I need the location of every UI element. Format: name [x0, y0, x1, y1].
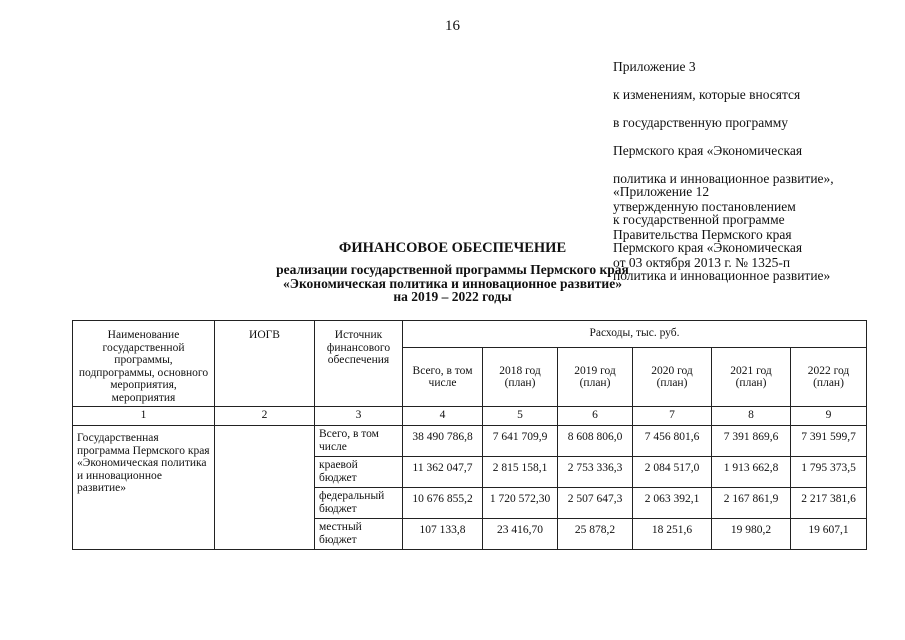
header-2020: 2020 год (план) — [633, 348, 712, 407]
appendix-line: политика и инновационное развитие» — [613, 268, 831, 283]
value-cell: 7 391 599,7 — [791, 426, 867, 457]
column-number: 3 — [315, 407, 403, 426]
value-cell: 2 167 861,9 — [712, 488, 791, 519]
header-row — [73, 321, 867, 348]
appendix-line: Пермского края «Экономическая — [613, 143, 803, 158]
column-number: 1 — [73, 407, 215, 426]
appendix-line: от 03 октября 2013 г. № 1325-п — [613, 255, 791, 270]
source-cell: краевой бюджет — [315, 457, 403, 488]
appendix-line: «Приложение 12 — [613, 184, 710, 199]
appendix-line: в государственную программу — [613, 115, 789, 130]
column-number: 5 — [483, 407, 558, 426]
source-cell: федеральный бюджет — [315, 488, 403, 519]
value-cell: 7 456 801,6 — [633, 426, 712, 457]
value-cell: 18 251,6 — [633, 519, 712, 550]
value-cell: 2 063 392,1 — [633, 488, 712, 519]
column-numbers-row — [73, 407, 867, 426]
appendix-line: к изменениям, которые вносятся — [613, 87, 801, 102]
header-2022: 2022 год (план) — [791, 348, 867, 407]
column-number: 2 — [215, 407, 315, 426]
header-iogv: ИОГВ — [215, 321, 315, 407]
header-total: Всего, в том числе — [403, 348, 483, 407]
source-cell: Всего, в том числе — [315, 426, 403, 457]
value-cell: 2 084 517,0 — [633, 457, 712, 488]
table-row — [73, 426, 867, 457]
value-cell: 7 641 709,9 — [483, 426, 558, 457]
value-cell: 8 608 806,0 — [558, 426, 633, 457]
header-expenses: Расходы, тыс. руб. — [403, 321, 867, 348]
program-name-cell: Государственная программа Пермского края «Экономическая политика и инновационное развитие» — [73, 426, 215, 550]
column-number: 6 — [558, 407, 633, 426]
header-2018: 2018 год (план) — [483, 348, 558, 407]
value-cell: 1 795 373,5 — [791, 457, 867, 488]
value-cell: 38 490 786,8 — [403, 426, 483, 457]
header-name: Наименование государственной программы, подпрограммы, основного мероприятия, мероприятия — [73, 321, 215, 407]
value-cell: 2 507 647,3 — [558, 488, 633, 519]
iogv-cell — [215, 426, 315, 550]
value-cell: 19 980,2 — [712, 519, 791, 550]
source-cell: местный бюджет — [315, 519, 403, 550]
header-2021: 2021 год (план) — [712, 348, 791, 407]
value-cell: 1 720 572,30 — [483, 488, 558, 519]
value-cell: 2 217 381,6 — [791, 488, 867, 519]
value-cell: 25 878,2 — [558, 519, 633, 550]
value-cell: 19 607,1 — [791, 519, 867, 550]
subtitle-line: на 2019 – 2022 годы — [393, 289, 512, 304]
subtitle-line: реализации государственной программы Пермского края — [276, 262, 629, 277]
subtitle-line: «Экономическая политика и инновационное развитие» — [283, 275, 622, 291]
appendix-line: Пермского края «Экономическая — [613, 240, 803, 255]
appendix-line: Приложение 3 — [613, 59, 696, 74]
column-number: 7 — [633, 407, 712, 426]
header-source: Источник финансового обеспечения — [315, 321, 403, 407]
value-cell: 2 815 158,1 — [483, 457, 558, 488]
appendix-line: к государственной программе — [613, 212, 785, 227]
value-cell: 2 753 336,3 — [558, 457, 633, 488]
value-cell: 10 676 855,2 — [403, 488, 483, 519]
appendix-line: политика и инновационное развитие», — [613, 171, 834, 186]
page-number: 16 — [445, 18, 460, 34]
document-subtitle — [0, 263, 905, 304]
value-cell: 23 416,70 — [483, 519, 558, 550]
appendix-line: Правительства Пермского края — [613, 227, 792, 242]
header-2019: 2019 год (план) — [558, 348, 633, 407]
appendix-line: утвержденную постановлением — [613, 199, 796, 214]
document-title: ФИНАНСОВОЕ ОБЕСПЕЧЕНИЕ — [338, 240, 567, 256]
value-cell: 1 913 662,8 — [712, 457, 791, 488]
financial-table — [72, 320, 867, 550]
value-cell: 7 391 869,6 — [712, 426, 791, 457]
column-number: 8 — [712, 407, 791, 426]
column-number: 9 — [791, 407, 867, 426]
value-cell: 107 133,8 — [403, 519, 483, 550]
column-number: 4 — [403, 407, 483, 426]
value-cell: 11 362 047,7 — [403, 457, 483, 488]
